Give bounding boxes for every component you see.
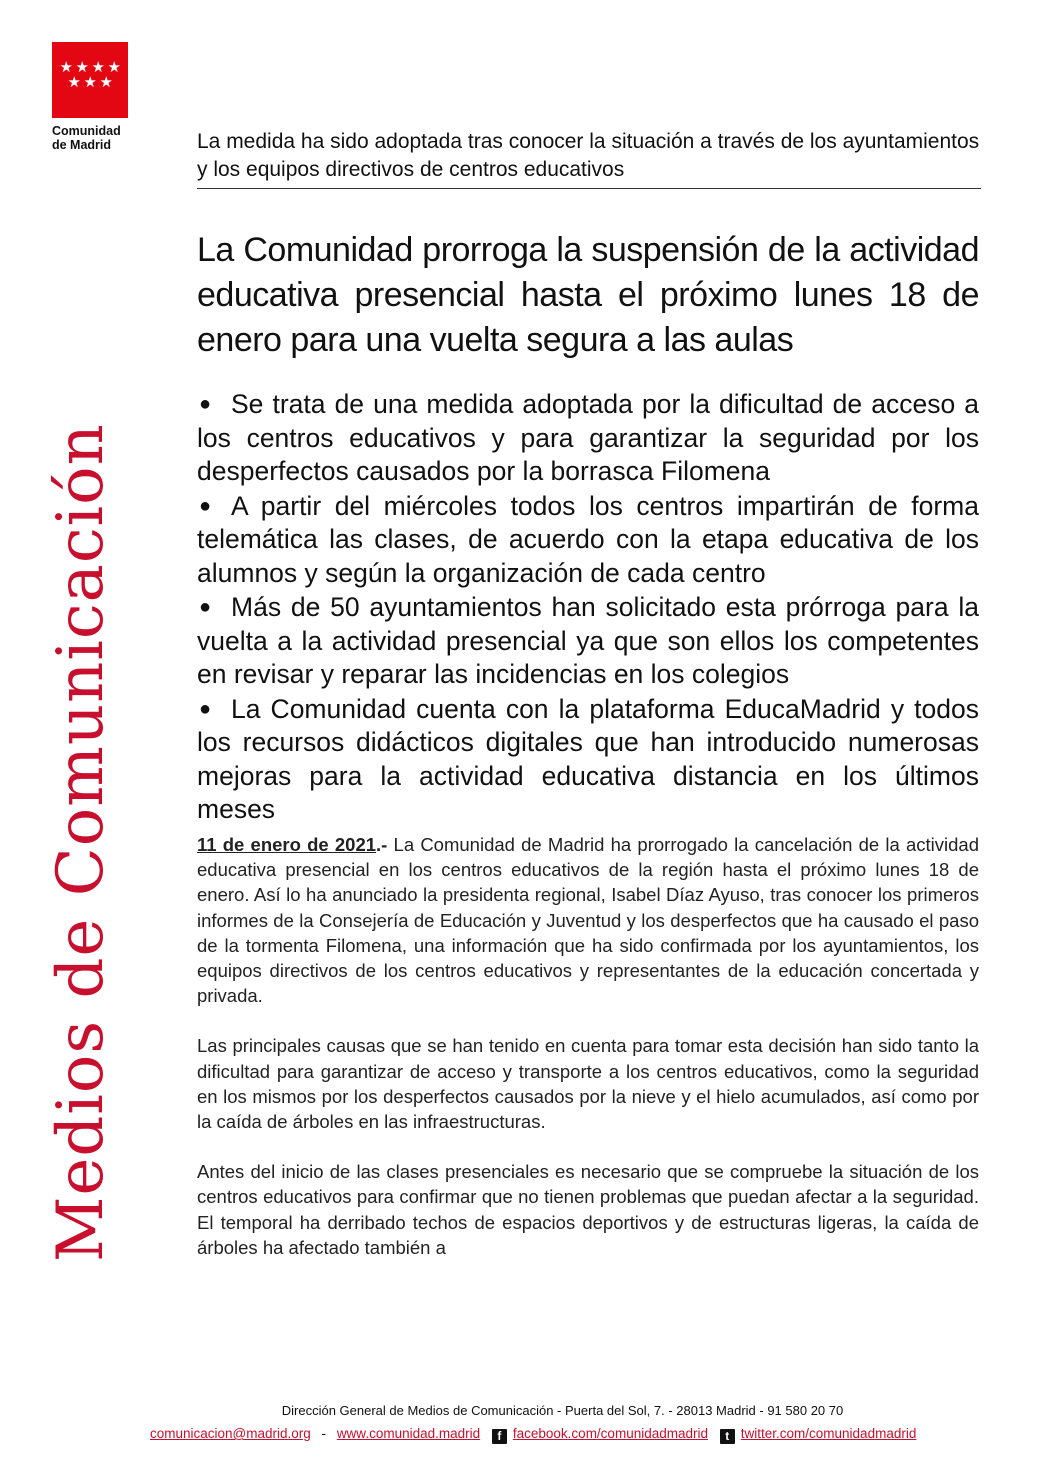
bullet-icon: ●	[199, 393, 212, 415]
paragraph	[197, 832, 979, 1008]
star-icon: ★	[91, 59, 105, 76]
bullet-text: Más de 50 ayuntamientos han solicitado esta prórroga para la vuelta a la actividad presencial ya que son ellos los competentes en revisar y reparar las incidencias en los colegios	[197, 592, 979, 689]
bullet-list	[197, 388, 979, 828]
bullet-icon: ●	[199, 494, 212, 517]
footer-links	[150, 1426, 980, 1444]
bullet-text: La Comunidad cuenta con la plataforma EducaMadrid y todos los recursos didácticos digitales que han introducido numerosas mejoras para la actividad educativa distancia en los últimos meses	[197, 693, 979, 824]
paragraph: Las principales causas que se han tenido en cuenta para tomar esta decisión han sido tanto la dificultad para garantizar de acceso y transporte a los centros educativos, como la seguridad en los mismos por los desperfectos causados por la nieve y el hielo acumulados, así como por la caída de árboles en las infraestructuras.	[197, 1035, 979, 1133]
logo-name	[52, 124, 152, 152]
bullet-item	[197, 388, 979, 489]
article-body	[197, 832, 979, 1285]
dateline: 11 de enero de 2021	[197, 834, 377, 855]
bullet-text: Se trata de una medida adoptada por la dificultad de acceso a los centros educativos y para garantizar la seguridad por los desperfectos causados por la borrasca Filomena	[197, 389, 979, 486]
facebook-icon: f	[492, 1429, 507, 1444]
bullet-item	[197, 693, 979, 827]
comunidad-madrid-logo	[52, 42, 128, 118]
website-link[interactable]: www.comunidad.madrid	[336, 1426, 481, 1441]
paragraph: Antes del inicio de las clases presenciales es necesario que se compruebe la situación de los centros educativos para confirmar que no tienen problemas que puedan afectar a la seguridad. El temporal ha derribado techos de espacios deportivos y de estructuras ligeras, la caída de árboles ha afectado también a	[197, 1161, 979, 1258]
bullet-text: A partir del miércoles todos los centros impartirán de forma telemática las clases, de acuerdo con la etapa educativa de los alumnos y según la organización de cada centro	[197, 490, 979, 588]
star-icon: ★	[75, 59, 89, 76]
star-icon: ★	[99, 74, 113, 91]
twitter-icon: t	[720, 1429, 735, 1444]
paragraph-text: La Comunidad de Madrid ha prorrogado la cancelación de la actividad educativa presencial en los centros educativos de la región hasta el próximo lunes 18 de enero. Así lo ha anunciado la presidenta regional, Isabel Díaz Ayuso, tras conocer los primeros informes de la Consejería de Educación y Juventud y los desperfectos que ha causado el paso de la tormenta Filomena, una información que ha sido confirmada por los ayuntamientos, los equipos directivos de los centros educativos y representantes de la educación concertada y privada.	[197, 834, 979, 1007]
star-icon: ★	[107, 59, 121, 76]
bullet-icon: ●	[199, 596, 212, 618]
email-link[interactable]: comunicacion@madrid.org	[150, 1426, 311, 1441]
footer-separator: -	[321, 1426, 327, 1441]
twitter-link[interactable]: twitter.com/comunidadmadrid	[740, 1426, 917, 1441]
star-icon: ★	[59, 59, 73, 76]
star-icon: ★	[67, 74, 81, 91]
subtitle: La medida ha sido adoptada tras conocer la situación a través de los ayuntamientos y los equipos directivos de centros educativos	[197, 128, 981, 189]
side-title: Medios de Comunicación	[44, 423, 118, 1262]
bullet-item	[197, 591, 979, 692]
headline: La Comunidad prorroga la suspensión de la actividad educativa presencial hasta el próximo lunes 18 de enero para una vuelta segura a las aulas	[197, 231, 979, 359]
facebook-link[interactable]: facebook.com/comunidadmadrid	[512, 1426, 708, 1441]
bullet-icon: ●	[199, 697, 212, 720]
logo-name-line1: Comunidad	[52, 124, 121, 138]
star-icon: ★	[83, 74, 97, 91]
logo-name-line2: de Madrid	[52, 138, 112, 152]
footer-address: Dirección General de Medios de Comunicación - Puerta del Sol, 7. - 28013 Madrid - 91 580 20 70	[281, 1403, 844, 1418]
bullet-item	[197, 490, 979, 591]
logo-stars	[59, 60, 121, 90]
dateline-suffix: .-	[376, 834, 388, 855]
